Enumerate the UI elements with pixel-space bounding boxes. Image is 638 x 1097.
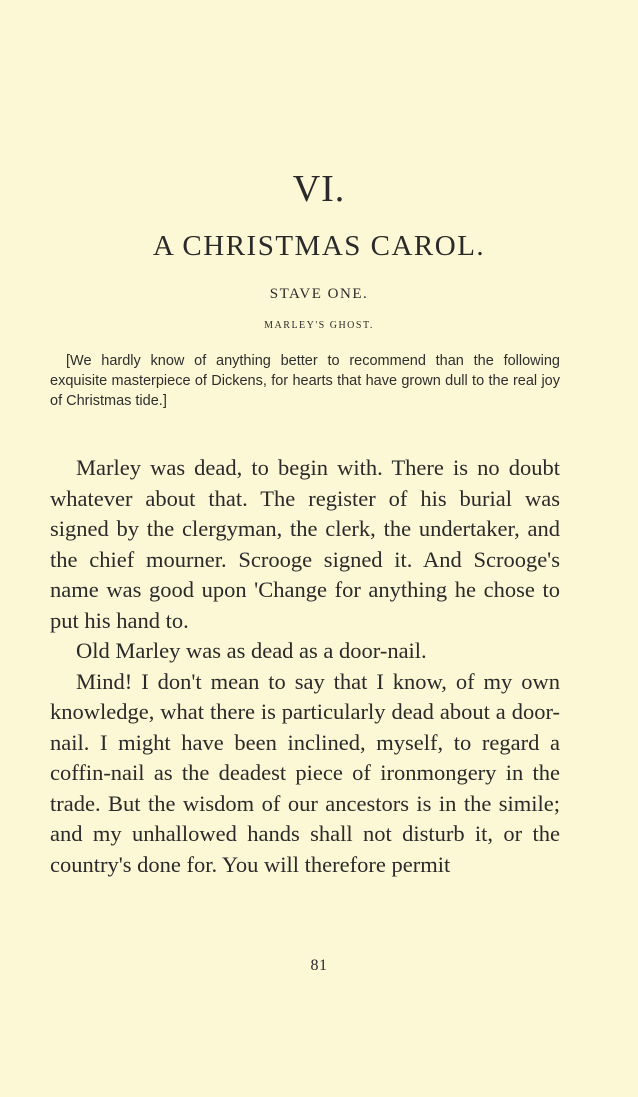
page-number: 81 — [310, 957, 328, 974]
intro-note: [We hardly know of anything better to recommend than the following exquisite masterpiece of Dickens, for hearts that have grown dull to the real joy of Christmas tide.] — [50, 353, 560, 409]
paragraph-1: Marley was dead, to begin with. There is no doubt whatever about that. The register of his burial was signed by the clergyman, the clerk, the undertaker, and the chief mourner. Scrooge signed it. And Scrooge's name was good upon 'Change for anything he chose to put his hand to. — [50, 455, 560, 633]
book-title: A CHRISTMAS CAROL. — [152, 230, 486, 262]
paragraph-3: Mind! I don't mean to say that I know, of my own knowledge, what there is particularly dead about a door-nail. I might have been inclined, myself, to regard a coffin-nail as the deadest piece of ironmongery in the trade. But the wisdom of our ancestors is in the simile; and my unhallowed hands shall not disturb it, or the country's done for. You will therefore permit — [50, 668, 560, 877]
paragraph-2: Old Marley was as dead as a door-nail. — [76, 638, 427, 663]
chapter-number: VI. — [292, 168, 346, 210]
body-text — [50, 453, 560, 880]
chapter-subheading: MARLEY'S GHOST. — [264, 320, 374, 331]
stave-heading: STAVE ONE. — [269, 286, 369, 302]
